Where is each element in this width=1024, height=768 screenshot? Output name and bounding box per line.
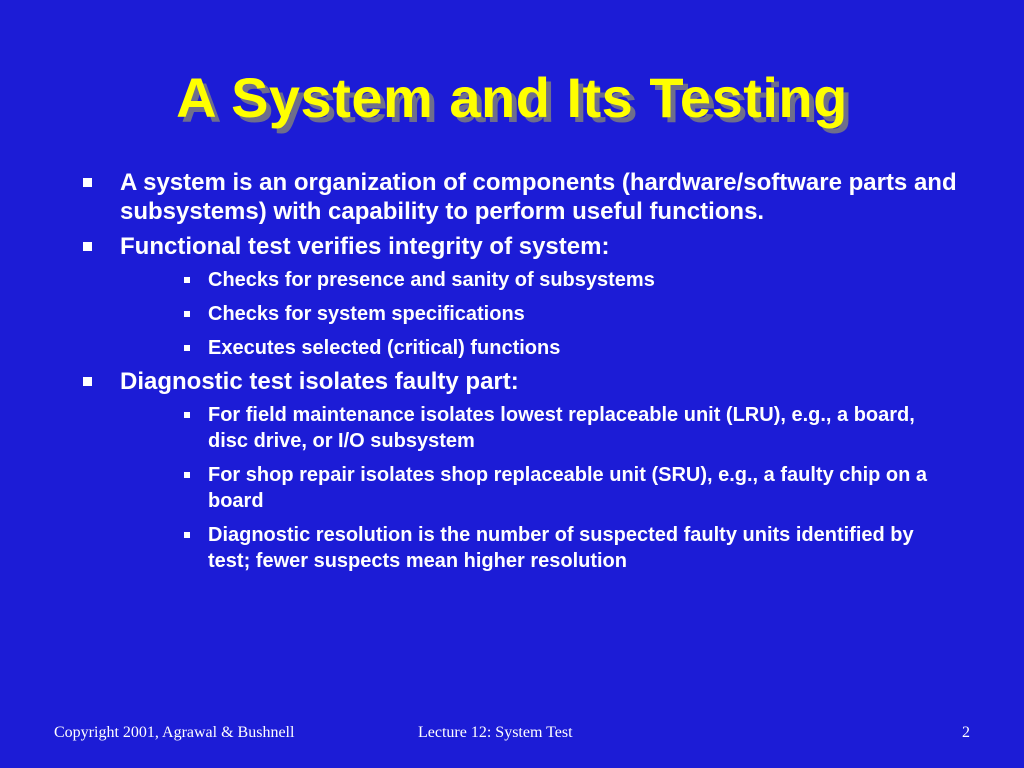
square-bullet-icon bbox=[184, 311, 190, 317]
bullet-point bbox=[80, 168, 960, 226]
bullet-point bbox=[80, 232, 960, 261]
footer-lecture-title: Lecture 12: System Test bbox=[418, 724, 573, 741]
sub-bullet-text: Diagnostic resolution is the number of suspected faulty units identified by test; fewer suspects mean higher resolution bbox=[208, 524, 914, 572]
square-bullet-icon bbox=[184, 277, 190, 283]
sub-bullet-text: Executes selected (critical) functions bbox=[208, 337, 561, 359]
sub-bullet-text: Checks for presence and sanity of subsystems bbox=[208, 269, 655, 291]
sub-bullet-point bbox=[80, 301, 960, 327]
bullet-text: Functional test verifies integrity of system: bbox=[120, 233, 610, 260]
bullet-point bbox=[80, 367, 960, 396]
sub-bullet-text: For field maintenance isolates lowest replaceable unit (LRU), e.g., a board, disc drive, or I/O subsystem bbox=[208, 404, 915, 452]
bullet-list bbox=[80, 168, 960, 574]
sub-bullet-point bbox=[80, 267, 960, 293]
sub-bullet-point bbox=[80, 522, 960, 574]
square-bullet-icon bbox=[184, 472, 190, 478]
square-bullet-icon bbox=[83, 377, 92, 386]
sub-bullet-text: For shop repair isolates shop replaceable unit (SRU), e.g., a faulty chip on a board bbox=[208, 464, 928, 512]
square-bullet-icon bbox=[184, 345, 190, 351]
bullet-text: Diagnostic test isolates faulty part: bbox=[120, 368, 519, 395]
square-bullet-icon bbox=[184, 532, 190, 538]
square-bullet-icon bbox=[184, 412, 190, 418]
square-bullet-icon bbox=[83, 242, 92, 251]
sub-bullet-point bbox=[80, 335, 960, 361]
bullet-text: A system is an organization of components (hardware/software parts and subsystems) with capability to perform useful functions. bbox=[120, 169, 957, 225]
sub-bullet-text: Checks for system specifications bbox=[208, 303, 525, 325]
square-bullet-icon bbox=[83, 178, 92, 187]
slide-title: A System and Its Testing bbox=[176, 66, 848, 129]
sub-bullet-point bbox=[80, 462, 960, 514]
footer-copyright: Copyright 2001, Agrawal & Bushnell bbox=[54, 724, 295, 741]
sub-bullet-point bbox=[80, 402, 960, 454]
footer-page-number: 2 bbox=[962, 724, 970, 741]
